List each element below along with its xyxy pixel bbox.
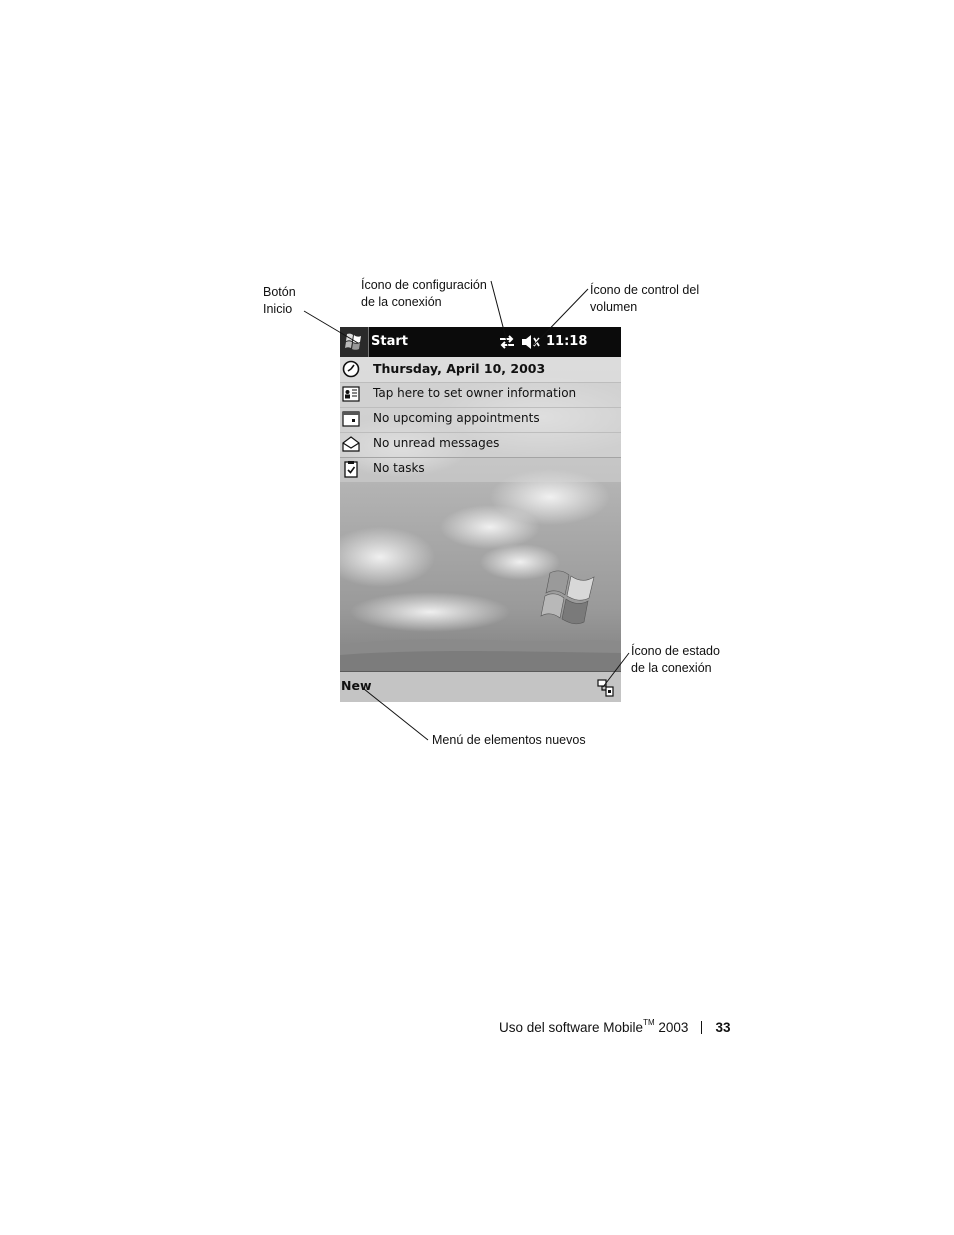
clock[interactable]: 11:18 xyxy=(546,334,588,349)
appointments-row[interactable] xyxy=(340,407,621,433)
owner-information-row[interactable] xyxy=(340,382,621,408)
hills-background xyxy=(340,627,621,672)
page-footer xyxy=(499,1020,730,1035)
tasks-row[interactable] xyxy=(340,457,621,482)
taskbar xyxy=(340,327,621,357)
calendar-icon xyxy=(342,410,360,428)
owner-card-icon xyxy=(342,385,360,403)
windows-logo-icon xyxy=(343,331,365,353)
footer-separator xyxy=(701,1021,702,1034)
connection-settings-icon[interactable] xyxy=(497,332,517,352)
callout-start-button: Botón Inicio xyxy=(263,285,296,316)
footer-title: Uso del software Mobile xyxy=(499,1020,644,1035)
volume-control-icon[interactable] xyxy=(521,332,541,352)
clock-icon xyxy=(342,360,360,378)
envelope-icon xyxy=(342,435,360,453)
owner-information-text: Tap here to set owner information xyxy=(373,386,577,400)
tasks-text: No tasks xyxy=(373,461,425,475)
menu-bar xyxy=(340,671,621,702)
messages-text: No unread messages xyxy=(373,436,500,450)
trademark-mark: TM xyxy=(643,1018,655,1027)
callout-connection-status: Ícono de estado de la conexión xyxy=(631,644,720,675)
appointments-text: No upcoming appointments xyxy=(373,411,540,425)
start-button[interactable] xyxy=(340,327,369,357)
new-menu-button[interactable]: New xyxy=(341,678,372,693)
page-number: 33 xyxy=(715,1020,731,1035)
callout-new-menu: Menú de elementos nuevos xyxy=(432,733,586,747)
connection-status-icon[interactable] xyxy=(596,678,616,698)
today-date-row[interactable] xyxy=(340,357,621,383)
start-label[interactable]: Start xyxy=(371,334,408,349)
windows-flag-logo xyxy=(536,567,602,627)
today-date-text: Thursday, April 10, 2003 xyxy=(373,361,546,376)
tasks-clipboard-icon xyxy=(342,460,360,478)
pocket-pc-screen xyxy=(340,327,621,702)
messages-row[interactable] xyxy=(340,432,621,458)
callout-connection-settings: Ícono de configuración de la conexión xyxy=(361,278,487,309)
callout-volume-control: Ícono de control del volumen xyxy=(590,283,700,314)
footer-year: 2003 xyxy=(654,1020,689,1035)
